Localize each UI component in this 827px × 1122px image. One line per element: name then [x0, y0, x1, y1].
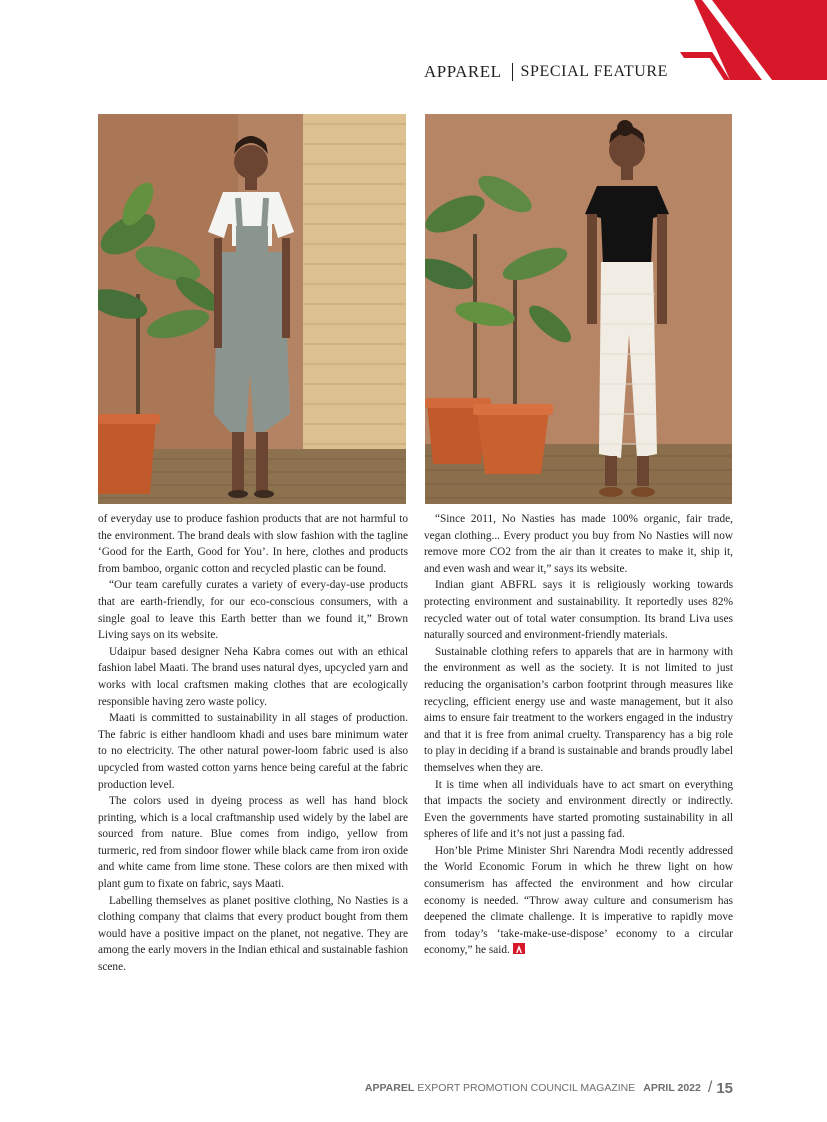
section-title: SPECIAL FEATURE: [520, 63, 669, 80]
page-number: 15: [716, 1079, 733, 1097]
model-overalls-photo: [98, 114, 406, 504]
paragraph: The colors used in dyeing process as well has hand block printing, which is a local craftmanship used widely by the label are sourced from nature. Blue comes from indigo, yellow from turmeric, red from sindoor flower while black came from iron oxide and white came from lime stone. These colors are then mixed with plant gum to fixate on fabric, says Maati.: [98, 795, 408, 891]
model-white-trousers-photo: [425, 114, 732, 504]
paragraph: It is time when all individuals have to act smart on everything that impacts the society and environment directly or indirectly. Even the governments have started promoting sustainability in all spheres of life and it’s not just a passing fad.: [424, 778, 733, 841]
magazine-logo-icon: [672, 0, 827, 80]
paragraph: Maati is committed to sustainability in all stages of production. The fabric is either handloom khadi and uses bare minimum water to no electricity. The other natural power-loom fabric used is also upcycled from wasted cotton yarns hence being careful at the fabric production level.: [98, 712, 408, 791]
paragraph: “Our team carefully curates a variety of every-day-use products that are earth-friendly, for our eco-conscious consumers, with a single goal to leave this Earth better than we found it,” Brown Living says on its website.: [98, 579, 408, 642]
paragraph-last: [424, 843, 733, 959]
paragraph: Udaipur based designer Neha Kabra comes out with an ethical fashion label Maati. The brand uses natural dyes, upcycled yarn and works with local craftsmen making clothes that are ecologically responsible having zero waste policy.: [98, 645, 408, 708]
end-of-article-icon: [513, 943, 525, 954]
paragraph: Labelling themselves as planet positive clothing, No Nasties is a clothing company that claims that every product bought from them would have a positive impact on the planet, not negative. They are among the early movers in the Indian ethical and sustainable fashion scene.: [98, 894, 408, 974]
header-divider: [512, 63, 513, 81]
footer-brand: APPAREL: [364, 1082, 415, 1094]
footer-issue-date: APRIL 2022: [643, 1082, 701, 1094]
article-column-right: [424, 511, 733, 959]
paragraph-text: Hon’ble Prime Minister Shri Narendra Modi recently addressed the World Economic Forum in which he threw light on how consumerism has affected the environment and how circular economy is needed. “Throw away culture and consumerism has deepened the climate challenge. It is imperative to rapidly move from today’s ‘take-make-use-dispose’ economy to a circular economy,” he said.: [424, 844, 733, 957]
paragraph: Sustainable clothing refers to apparels that are in harmony with the environment as well as the society. It is not limited to just reducing the organisation’s carbon footprint through measures like recycling, efficient energy use and waste management, but it also aims to ensure fair treatment to the workers engaged in the industry and that it is free from animal cruelty. Transparency has a big role to play in deciding if a brand is sustainable and brands proudly label themselves when they are.: [424, 645, 733, 774]
paragraph: Indian giant ABFRL says it is religiously working towards protecting environment and sustainability. It reportedly uses 82% recycled water out of total water consumption. Its brand Liva uses naturally sourced and environment-friendly materials.: [424, 579, 733, 642]
footer-magazine-name: EXPORT PROMOTION COUNCIL MAGAZINE: [417, 1082, 636, 1094]
paragraph: “Since 2011, No Nasties has made 100% organic, fair trade, vegan clothing... Every product you buy from No Nasties will now remove more CO2 from the air than it creates to make it, ship it, and even wash and wear it,” says its website.: [424, 513, 733, 575]
section-header: [424, 60, 668, 84]
page-footer: [364, 1079, 733, 1097]
footer-slash: /: [707, 1079, 713, 1096]
paragraph: of everyday use to produce fashion products that are not harmful to the environment. The brand deals with slow fashion with the tagline ‘Good for the Earth, Good for You’. In here, clothes and products from bamboo, organic cotton and recycled plastic can be found.: [98, 513, 408, 575]
article-column-left: [98, 511, 408, 976]
section-name: APPAREL: [424, 62, 502, 81]
